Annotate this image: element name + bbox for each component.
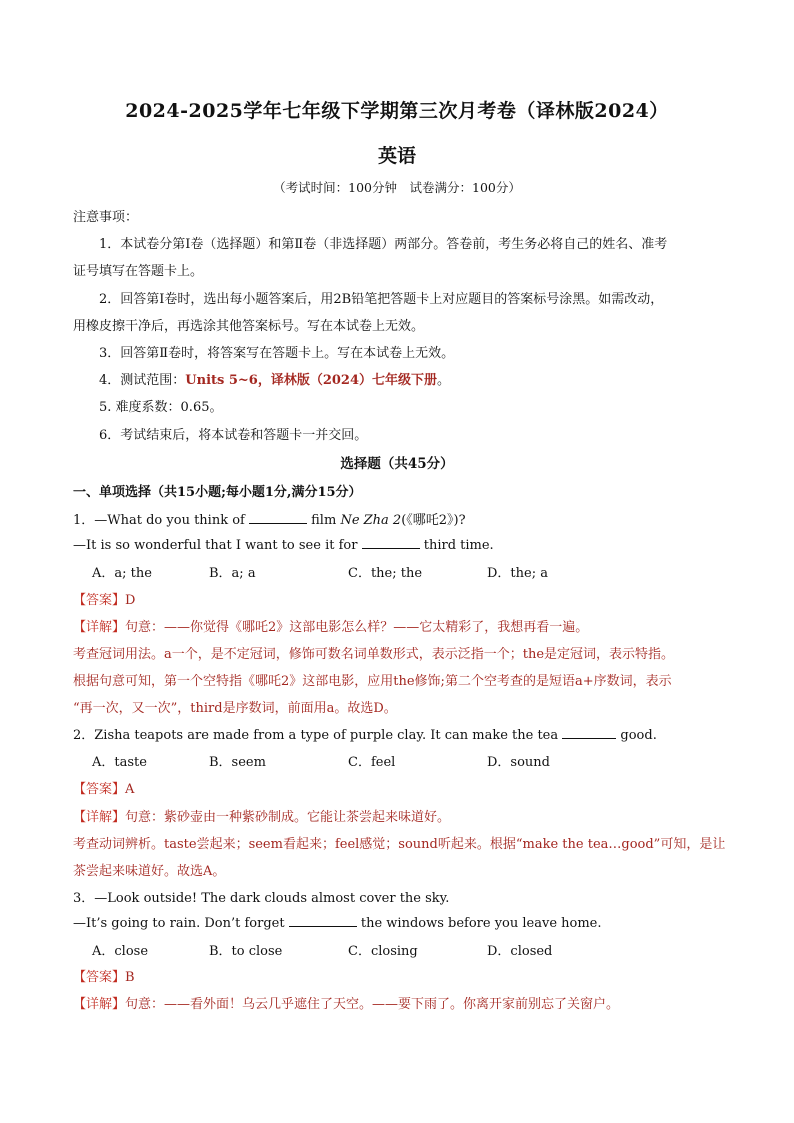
q1-line2-a: —It is so wonderful that I want to see it for [73, 538, 358, 553]
note-4-scope: Units 5~6，译林版（2024）七年级下册 [185, 373, 438, 388]
q3-answer-value: B [125, 970, 135, 985]
q3-detail-text-1: 句意：——看外面！乌云几乎遮住了天空。——要下雨了。你离开家前别忘了关窗户。 [125, 997, 620, 1012]
q2-stem [73, 724, 657, 743]
q2-stem-b: good. [620, 728, 657, 743]
answer-label: 【答案】 [73, 593, 126, 608]
note-4 [99, 369, 450, 388]
q1-line2 [73, 536, 494, 553]
q1-stem-b: film [311, 513, 337, 528]
part1-heading: 一、单项选择（共15小题;每小题1分,满分15分） [73, 485, 362, 500]
q3-answer [73, 966, 135, 985]
q1-blank-1 [249, 511, 307, 524]
q2-option-a: A．taste [92, 755, 147, 770]
note-2a: 2．回答第Ⅰ卷时，选出每小题答案后，用2B铅笔把答题卡上对应题目的答案标号涂黑。如需改动， [99, 292, 664, 307]
q2-detail-1 [73, 806, 450, 825]
q2-stem-a: 2．Zisha teapots are made from a type of purple clay. It can make the tea [73, 728, 559, 743]
note-2b: 用橡皮擦干净后，再选涂其他答案标号。写在本试卷上无效。 [73, 319, 425, 334]
q3-stem: 3．—Look outside! The dark clouds almost cover the sky. [73, 891, 450, 906]
q1-answer [73, 589, 135, 608]
q2-answer-value: A [125, 782, 135, 797]
q3-line2-a: —It’s going to rain. Don’t forget [73, 916, 285, 931]
q1-stem-a: 1．—What do you think of [73, 513, 245, 528]
answer-label: 【答案】 [73, 782, 126, 797]
note-5: 5. 难度系数：0.65。 [99, 400, 223, 415]
q1-option-c: C．the; the [348, 566, 423, 581]
note-4-suffix: 。 [437, 373, 451, 388]
q2-detail-2: 考查动词辨析。taste尝起来；seem看起来；feel感觉；sound听起来。根据“make the tea…good”可知，是让 [73, 837, 726, 852]
q3-option-c: C．closing [348, 944, 418, 959]
q3-blank [289, 914, 357, 927]
detail-label: 【详解】 [73, 620, 126, 635]
q2-option-d: D．sound [487, 755, 550, 770]
note-3: 3．回答第Ⅱ卷时，将答案写在答题卡上。写在本试卷上无效。 [99, 346, 455, 361]
q1-detail-1 [73, 616, 588, 635]
note-1a: 1．本试卷分第Ⅰ卷（选择题）和第Ⅱ卷（非选择题）两部分。答卷前，考生务必将自己的姓名、准考 [99, 237, 668, 252]
q1-line2-b: third time. [423, 538, 494, 553]
detail-label: 【详解】 [73, 997, 126, 1012]
q2-detail-text-1: 句意：紫砂壶由一种紫砂制成。它能让茶尝起来味道好。 [125, 810, 451, 825]
q1-detail-2: 考查冠词用法。a一个，是不定冠词，修饰可数名词单数形式，表示泛指一个；the是定冠词，表示特指。 [73, 647, 675, 662]
q1-answer-value: D [125, 593, 136, 608]
q1-detail-4: “再一次，又一次”，third是序数词，前面用a。故选D。 [73, 701, 397, 716]
q2-blank [562, 726, 616, 739]
exam-title: 2024-2025学年七年级下学期第三次月考卷（译林版2024） [125, 100, 669, 122]
q1-blank-2 [362, 536, 420, 549]
note-6: 6．考试结束后，将本试卷和答题卡一并交回。 [99, 428, 368, 443]
exam-info: （考试时间：100分钟 试卷满分：100分） [273, 180, 521, 195]
q1-option-d: D．the; a [487, 566, 548, 581]
q1-detail-3: 根据句意可知，第一个空特指《哪吒2》这部电影，应用the修饰;第二个空考查的是短语a+序数词，表示 [73, 674, 672, 689]
q3-option-a: A．close [92, 944, 149, 959]
section-heading: 选择题（共45分） [340, 456, 454, 472]
q3-detail-1 [73, 993, 619, 1012]
q1-option-b: B．a; a [209, 566, 256, 581]
q1-stem [73, 509, 466, 528]
notes-heading: 注意事项： [73, 210, 139, 225]
q2-option-c: C．feel [348, 755, 396, 770]
answer-label: 【答案】 [73, 970, 126, 985]
note-4-prefix: 4．测试范围： [99, 373, 186, 388]
q1-detail-text-1: 句意：——你觉得《哪吒2》这部电影怎么样？——它太精彩了，我想再看一遍。 [125, 620, 589, 635]
note-1b: 证号填写在答题卡上。 [73, 264, 204, 279]
q3-option-b: B．to close [209, 944, 283, 959]
q3-line2 [73, 914, 602, 931]
subject-title: 英语 [377, 145, 416, 167]
q2-answer [73, 778, 134, 797]
q2-option-b: B．seem [209, 755, 266, 770]
q3-line2-b: the windows before you leave home. [360, 916, 602, 931]
q1-stem-c: (《哪吒2》)? [401, 513, 466, 528]
q3-option-d: D．closed [487, 944, 553, 959]
q1-film-title: Ne Zha 2 [340, 513, 402, 528]
q2-detail-3: 茶尝起来味道好。故选A。 [73, 864, 226, 879]
detail-label: 【详解】 [73, 810, 126, 825]
q1-option-a: A．a; the [92, 566, 152, 581]
